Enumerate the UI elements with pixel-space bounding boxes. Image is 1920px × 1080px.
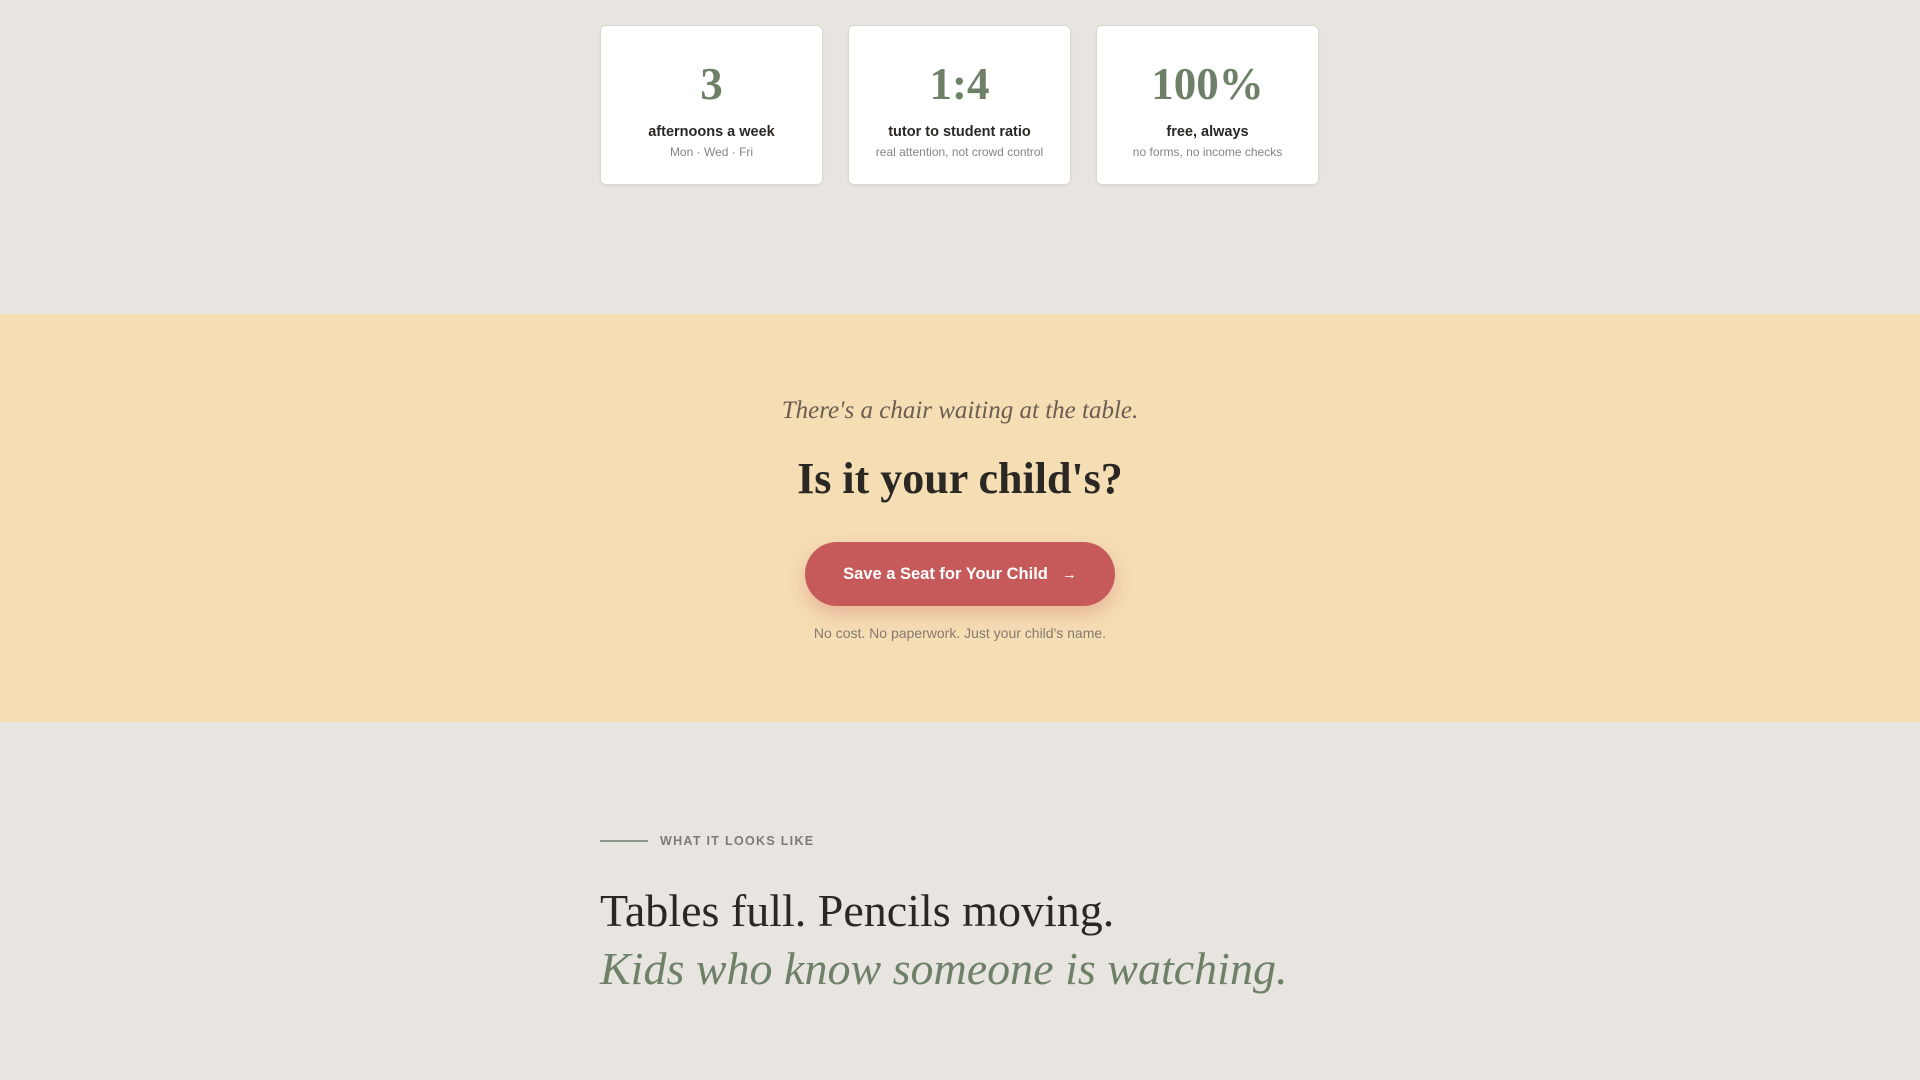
stat-card-ratio (848, 25, 1071, 185)
stat-value: 1:4 (929, 59, 990, 109)
stat-value: 3 (700, 59, 723, 109)
gallery-section (0, 722, 1920, 1080)
cta-tagline: There's a chair waiting at the table. (781, 397, 1139, 424)
stat-label: free, always (1166, 124, 1249, 140)
stat-label: tutor to student ratio (888, 124, 1031, 140)
save-seat-button-label: Save a Seat for Your Child (843, 564, 1048, 583)
stat-card-afternoons (600, 25, 823, 185)
stat-label: afternoons a week (648, 124, 775, 140)
eyebrow-divider (600, 840, 648, 842)
gallery-heading (600, 882, 1500, 998)
cta-heading: Is it your child's? (797, 454, 1123, 503)
cta-band (0, 314, 1920, 722)
gallery-heading-line2: Kids who know someone is watching. (600, 943, 1288, 994)
save-seat-button[interactable] (805, 542, 1115, 606)
arrow-right-icon: → (1061, 565, 1077, 583)
stat-sub: Mon · Wed · Fri (669, 145, 754, 159)
stats-section (0, 0, 1920, 314)
section-eyebrow (600, 834, 814, 848)
stat-card-free (1096, 25, 1319, 185)
eyebrow-label: WHAT IT LOOKS LIKE (660, 834, 815, 848)
stat-value: 100% (1151, 59, 1264, 109)
stat-sub: no forms, no income checks (1132, 145, 1283, 159)
gallery-heading-line1: Tables full. Pencils moving. (600, 885, 1115, 936)
stat-sub: real attention, not crowd control (875, 145, 1044, 159)
cta-note: No cost. No paperwork. Just your child's name. (813, 625, 1107, 641)
stats-row (600, 25, 1320, 185)
